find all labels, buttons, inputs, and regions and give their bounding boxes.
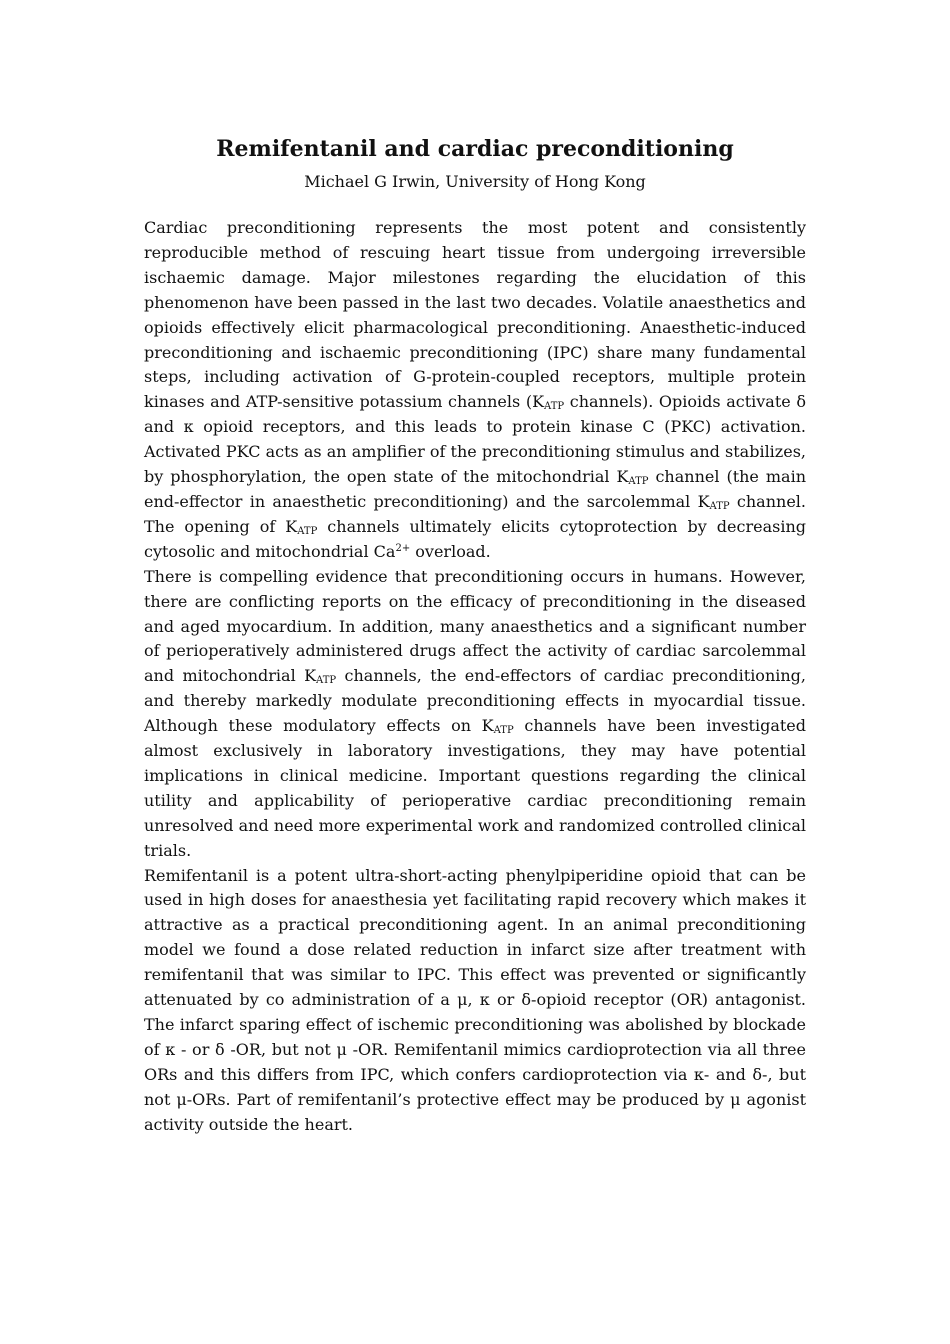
paragraph-human-evidence [144, 565, 806, 864]
text-run: There is compelling evidence that preconditioning occurs in humans. However, there are conflicting reports on the efficacy of preconditioning in the diseased and aged myocardium. In addition, many anaesthetics and a significant number of perioperatively administered drugs affect the activity of cardiac sarcolemmal and mitochondrial K [144, 566, 806, 686]
subscript-atp: ATP [297, 525, 318, 537]
subscript-atp: ATP [316, 675, 337, 687]
document-body [144, 216, 806, 1138]
text-run: channel (the main end-effector in anaesthetic preconditioning) and the sarcolemmal K [144, 467, 806, 511]
text-run: Cardiac preconditioning represents the most potent and consistently reproducible method of rescuing heart tissue from undergoing irreversible ischaemic damage. Major milestones regarding the elucidation of this phenomenon have been passed in the last two decades. Volatile anaesthetics and opioids effectively elicit pharmacological preconditioning. Anaesthetic-induced preconditioning and ischaemic preconditioning (IPC) share many fundamental steps, including activation of G-protein-coupled receptors, multiple protein kinases and ATP-sensitive potassium channels (K [144, 218, 806, 412]
subscript-atp: ATP [709, 500, 730, 512]
superscript-charge: 2+ [395, 542, 411, 554]
text-run: channels). Opioids activate δ and κ opioid receptors, and this leads to protein kinase C (PKC) activation. Activated PKC acts as an amplifier of the preconditioning stimulus and stabilizes, by phosphorylation, the open state of the mitochondrial K [144, 392, 807, 487]
text-run: channels, the end-effectors of cardiac preconditioning, and thereby markedly modulate preconditioning effects in myocardial tissue. Although these modulatory effects on K [144, 666, 806, 736]
text-run: channel. The opening of K [144, 491, 806, 536]
paragraph-remifentanil-findings [144, 864, 806, 1138]
subscript-atp: ATP [493, 725, 514, 737]
document-title: Remifentanil and cardiac preconditioning [216, 136, 734, 162]
subscript-atp: ATP [628, 476, 649, 488]
paragraph-preconditioning-mechanism [144, 216, 806, 565]
text-run: Remifentanil is a potent ultra-short-acting phenylpiperidine opioid that can be used in high doses for anaesthesia yet facilitating rapid recovery which makes it attractive as a practical preconditioning agent. In an animal preconditioning model we found a dose related reduction in infarct size after treatment with remifentanil that was similar to IPC. This effect was prevented or significantly attenuated by co administration of a μ, κ or δ-opioid receptor (OR) antagonist. The infarct sparing effect of ischemic preconditioning was abolished by blockade of κ - or δ -OR, but not μ -OR. Remifentanil mimics cardioprotection via all three ORs and this differs from IPC, which confers cardioprotection via κ- and δ-, but not μ-ORs. Part of remifentanil’s protective effect may be produced by μ agonist activity outside the heart. [144, 865, 806, 1134]
author-line: Michael G Irwin, University of Hong Kong [304, 172, 646, 191]
text-run: channels ultimately elicits cytoprotection by decreasing cytosolic and mitochondrial Ca [144, 516, 807, 561]
subscript-atp: ATP [544, 401, 565, 413]
text-run: channels have been investigated almost exclusively in laboratory investigations, they may have potential implications in clinical medicine. Important questions regarding the clinical utility and applicability of perioperative cardiac preconditioning remain unresolved and need more experimental work and randomized controlled clinical trials. [144, 716, 806, 860]
text-run: overload. [410, 541, 491, 561]
document-page [144, 133, 806, 1138]
